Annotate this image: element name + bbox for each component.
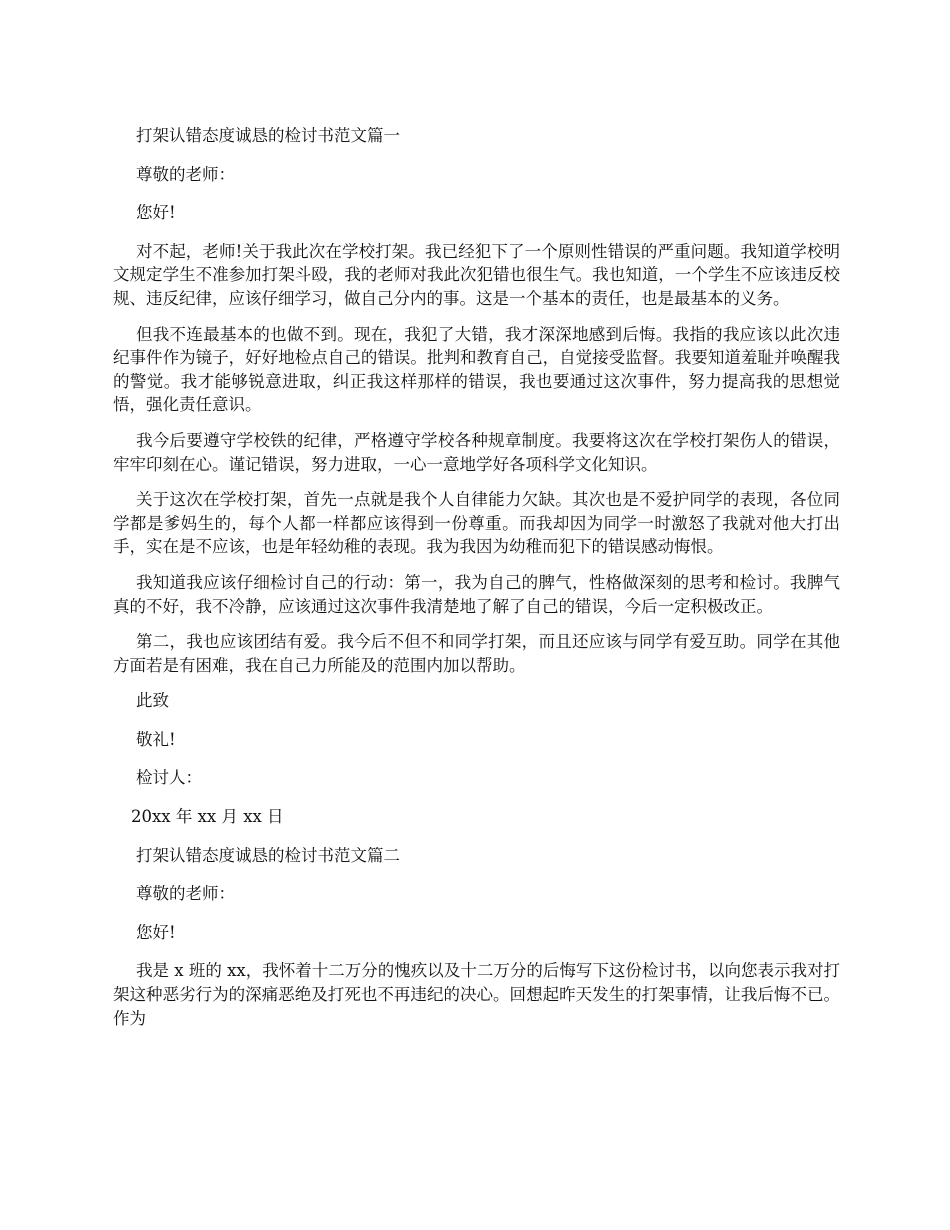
document-page [113, 124, 840, 1042]
signature-date: 20xx 年 xx 月 xx 日 [131, 807, 284, 827]
doc-title-part-one: 打架认错态度诚恳的检讨书范文篇一 [136, 126, 400, 145]
body-paragraph: 但我不连最基本的也做不到。现在，我犯了大错，我才深深地感到后悔。我指的我应该以此次违纪事件作为镜子，好好地检点自己的错误。批判和教育自己，自觉接受监督。我要知道羞耻并唤醒我的警觉。我才能够锐意进取，纠正我这样那样的错误，我也要通过这次事件，努力提高我的思想觉悟，强化责任意识。 [113, 324, 840, 415]
body-paragraph: 我知道我应该仔细检讨自己的行动：第一，我为自己的脾气，性格做深刻的思考和检讨。我脾气真的不好，我不冷静，应该通过这次事件我清楚地了解了自己的错误，今后一定积极改正。 [113, 572, 840, 616]
greeting: 您好! [136, 922, 176, 942]
body-paragraph: 我今后要遵守学校铁的纪律，严格遵守学校各种规章制度。我要将这次在学校打架伤人的错误，牢牢印刻在心。谨记错误，努力进取，一心一意地学好各项科学文化知识。 [113, 430, 840, 474]
closing-line: 此致 [136, 691, 169, 711]
closing-regards: 敬礼! [136, 729, 176, 749]
body-paragraph: 我是 x 班的 xx，我怀着十二万分的愧疚以及十二万分的后悔写下这份检讨书，以向您表示我对打架这种恶劣行为的深痛恶绝及打死也不再违纪的决心。回想起昨天发生的打架事情，让我后悔不已。作为 [113, 961, 840, 1028]
doc-title-part-two: 打架认错态度诚恳的检讨书范文篇二 [136, 845, 400, 865]
body-paragraph: 关于这次在学校打架，首先一点就是我个人自律能力欠缺。其次也是不爱护同学的表现，各位同学都是爹妈生的，每个人都一样都应该得到一份尊重。而我却因为同学一时激怒了我就对他大打出手，实在是不应该，也是年轻幼稚的表现。我为我因为幼稚而犯下的错误感动悔恨。 [113, 490, 840, 557]
greeting: 您好! [136, 203, 176, 223]
body-paragraph: 第二，我也应该团结有爱。我今后不但不和同学打架，而且还应该与同学有爱互助。同学在其他方面若是有困难，我在自己力所能及的范围内加以帮助。 [113, 632, 840, 675]
salutation: 尊敬的老师： [136, 884, 235, 904]
body-paragraph: 对不起，老师!关于我此次在学校打架。我已经犯下了一个原则性错误的严重问题。我知道学校明文规定学生不准参加打架斗殴，我的老师对我此次犯错也很生气。我也知道，一个学生不应该违反校规、违反纪律，应该仔细学习，做自己分内的事。这是一个基本的责任，也是最基本的义务。 [113, 241, 840, 308]
salutation: 尊敬的老师： [136, 164, 235, 184]
signature-label: 检讨人： [136, 768, 202, 788]
